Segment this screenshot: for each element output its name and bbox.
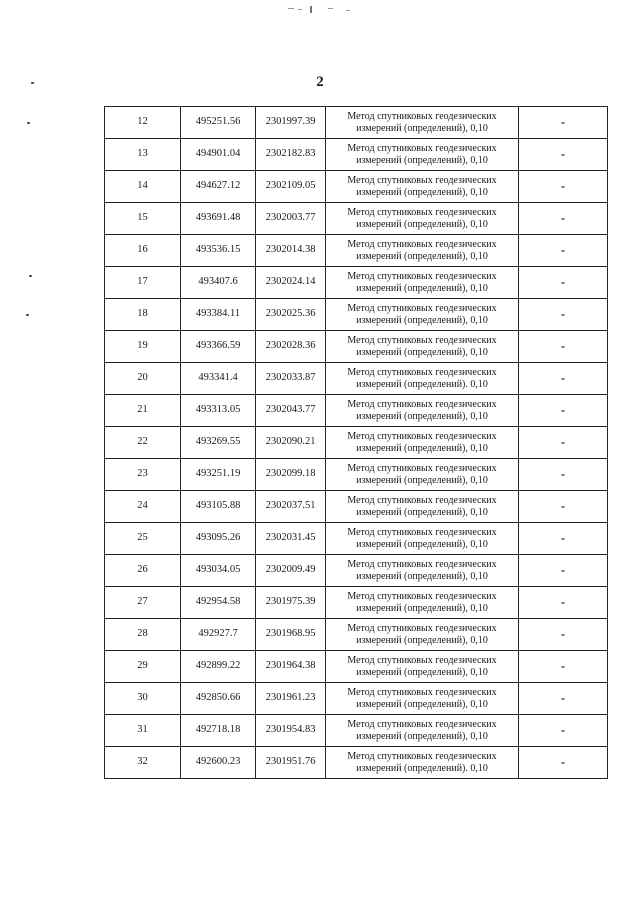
- method-text-line: измерений (определений), 0,10: [356, 154, 488, 166]
- point-number-cell: 18: [105, 299, 181, 331]
- table-row: [105, 171, 608, 203]
- point-number-cell: 14: [105, 171, 181, 203]
- x-coordinate-cell: 495251.56: [181, 107, 256, 139]
- x-coordinate-cell: 493105.88: [181, 491, 256, 523]
- table-row: [105, 683, 608, 715]
- method-cell: [326, 747, 519, 779]
- dash-cell: -: [519, 715, 608, 747]
- x-coordinate-cell: 493341.4: [181, 363, 256, 395]
- method-text-line: измерений (определений), 0,10: [356, 730, 488, 742]
- table-row: [105, 555, 608, 587]
- method-cell: [326, 267, 519, 299]
- method-text-line: измерений (определений), 0,10: [356, 698, 488, 710]
- method-text-line: измерений (определений), 0,10: [356, 410, 488, 422]
- point-number-cell: 26: [105, 555, 181, 587]
- method-text-line: Метод спутниковых геодезических: [347, 686, 497, 698]
- x-coordinate-cell: 493269.55: [181, 427, 256, 459]
- table-row: [105, 459, 608, 491]
- scan-artifact: [29, 275, 32, 277]
- point-number-cell: 32: [105, 747, 181, 779]
- y-coordinate-cell: 2301968.95: [256, 619, 326, 651]
- table-row: [105, 523, 608, 555]
- method-cell: [326, 555, 519, 587]
- method-text-line: Метод спутниковых геодезических: [347, 366, 497, 378]
- dash-cell: -: [519, 651, 608, 683]
- dash-cell: -: [519, 107, 608, 139]
- method-text-line: измерений (определений), 0,10: [356, 506, 488, 518]
- dash-cell: -: [519, 331, 608, 363]
- point-number-cell: 31: [105, 715, 181, 747]
- table-row: [105, 395, 608, 427]
- table-row: [105, 299, 608, 331]
- table-row: [105, 491, 608, 523]
- method-text-line: Метод спутниковых геодезических: [347, 174, 497, 186]
- method-text-line: измерений (определений), 0,10: [356, 314, 488, 326]
- y-coordinate-cell: 2302182.83: [256, 139, 326, 171]
- table-row: [105, 139, 608, 171]
- y-coordinate-cell: 2302099.18: [256, 459, 326, 491]
- dash-cell: -: [519, 459, 608, 491]
- point-number-cell: 19: [105, 331, 181, 363]
- x-coordinate-cell: 493366.59: [181, 331, 256, 363]
- method-text-line: измерений (определений). 0,10: [356, 378, 488, 390]
- dash-cell: -: [519, 587, 608, 619]
- method-cell: [326, 107, 519, 139]
- dash-cell: -: [519, 235, 608, 267]
- table-row: [105, 331, 608, 363]
- method-text-line: измерений (определений), 0,10: [356, 442, 488, 454]
- method-cell: [326, 139, 519, 171]
- method-cell: [326, 395, 519, 427]
- x-coordinate-cell: 493407.6: [181, 267, 256, 299]
- dash-cell: -: [519, 555, 608, 587]
- point-number-cell: 16: [105, 235, 181, 267]
- x-coordinate-cell: 492927.7: [181, 619, 256, 651]
- point-number-cell: 13: [105, 139, 181, 171]
- method-cell: [326, 491, 519, 523]
- method-cell: [326, 459, 519, 491]
- scan-artifact: [27, 122, 30, 124]
- x-coordinate-cell: 492850.66: [181, 683, 256, 715]
- y-coordinate-cell: 2302024.14: [256, 267, 326, 299]
- table-row: [105, 619, 608, 651]
- x-coordinate-cell: 493251.19: [181, 459, 256, 491]
- y-coordinate-cell: 2301961.23: [256, 683, 326, 715]
- table-row: [105, 747, 608, 779]
- point-number-cell: 29: [105, 651, 181, 683]
- point-number-cell: 24: [105, 491, 181, 523]
- point-number-cell: 28: [105, 619, 181, 651]
- method-text-line: Метод спутниковых геодезических: [347, 622, 497, 634]
- method-text-line: Метод спутниковых геодезических: [347, 526, 497, 538]
- point-number-cell: 17: [105, 267, 181, 299]
- x-coordinate-cell: 492954.58: [181, 587, 256, 619]
- method-text-line: измерений (определений), 0,10: [356, 666, 488, 678]
- method-text-line: измерений (определений), 0,10: [356, 474, 488, 486]
- dash-cell: -: [519, 683, 608, 715]
- method-text-line: Метод спутниковых геодезических: [347, 142, 497, 154]
- method-text-line: измерений (определений), 0,10: [356, 346, 488, 358]
- y-coordinate-cell: 2302033.87: [256, 363, 326, 395]
- x-coordinate-cell: 493384.11: [181, 299, 256, 331]
- point-number-cell: 21: [105, 395, 181, 427]
- y-coordinate-cell: 2302003.77: [256, 203, 326, 235]
- dash-cell: -: [519, 523, 608, 555]
- method-cell: [326, 427, 519, 459]
- coordinates-table: [104, 106, 608, 779]
- y-coordinate-cell: 2302025.36: [256, 299, 326, 331]
- method-text-line: Метод спутниковых геодезических: [347, 750, 497, 762]
- table-row: [105, 203, 608, 235]
- table-row: [105, 427, 608, 459]
- method-text-line: измерений (определений), 0,10: [356, 538, 488, 550]
- dash-cell: -: [519, 139, 608, 171]
- method-cell: [326, 203, 519, 235]
- y-coordinate-cell: 2302043.77: [256, 395, 326, 427]
- dash-cell: -: [519, 491, 608, 523]
- y-coordinate-cell: 2302090.21: [256, 427, 326, 459]
- method-text-line: измерений (определений), 0,10: [356, 570, 488, 582]
- y-coordinate-cell: 2301954.83: [256, 715, 326, 747]
- method-text-line: Метод спутниковых геодезических: [347, 558, 497, 570]
- method-text-line: Метод спутниковых геодезических: [347, 398, 497, 410]
- x-coordinate-cell: 493313.05: [181, 395, 256, 427]
- y-coordinate-cell: 2302031.45: [256, 523, 326, 555]
- point-number-cell: 27: [105, 587, 181, 619]
- y-coordinate-cell: 2302014.38: [256, 235, 326, 267]
- point-number-cell: 25: [105, 523, 181, 555]
- x-coordinate-cell: 492600.23: [181, 747, 256, 779]
- method-text-line: Метод спутниковых геодезических: [347, 238, 497, 250]
- method-text-line: Метод спутниковых геодезических: [347, 270, 497, 282]
- point-number-cell: 23: [105, 459, 181, 491]
- method-text-line: измерений (определений), 0,10: [356, 186, 488, 198]
- y-coordinate-cell: 2301975.39: [256, 587, 326, 619]
- point-number-cell: 30: [105, 683, 181, 715]
- table-row: [105, 363, 608, 395]
- dash-cell: -: [519, 171, 608, 203]
- method-cell: [326, 619, 519, 651]
- method-text-line: измерений (определений), 0,10: [356, 634, 488, 646]
- y-coordinate-cell: 2301964.38: [256, 651, 326, 683]
- x-coordinate-cell: 494901.04: [181, 139, 256, 171]
- method-text-line: Метод спутниковых геодезических: [347, 718, 497, 730]
- table-row: [105, 651, 608, 683]
- method-cell: [326, 235, 519, 267]
- x-coordinate-cell: 493536.15: [181, 235, 256, 267]
- method-cell: [326, 171, 519, 203]
- dash-cell: -: [519, 267, 608, 299]
- method-text-line: Метод спутниковых геодезических: [347, 462, 497, 474]
- method-text-line: Метод спутниковых геодезических: [347, 654, 497, 666]
- method-text-line: Метод спутниковых геодезических: [347, 302, 497, 314]
- method-cell: [326, 299, 519, 331]
- point-number-cell: 22: [105, 427, 181, 459]
- y-coordinate-cell: 2301997.39: [256, 107, 326, 139]
- dash-cell: -: [519, 619, 608, 651]
- x-coordinate-cell: 492718.18: [181, 715, 256, 747]
- x-coordinate-cell: 492899.22: [181, 651, 256, 683]
- dash-cell: -: [519, 203, 608, 235]
- x-coordinate-cell: 494627.12: [181, 171, 256, 203]
- method-text-line: Метод спутниковых геодезических: [347, 590, 497, 602]
- table-row: [105, 715, 608, 747]
- table-row: [105, 107, 608, 139]
- method-cell: [326, 523, 519, 555]
- y-coordinate-cell: 2302028.36: [256, 331, 326, 363]
- method-text-line: Метод спутниковых геодезических: [347, 206, 497, 218]
- y-coordinate-cell: 2301951.76: [256, 747, 326, 779]
- method-cell: [326, 363, 519, 395]
- dash-cell: -: [519, 747, 608, 779]
- scan-artifact: [26, 314, 29, 316]
- y-coordinate-cell: 2302109.05: [256, 171, 326, 203]
- page-number: 2: [316, 74, 324, 90]
- x-coordinate-cell: 493034.05: [181, 555, 256, 587]
- scan-artifact: [288, 4, 358, 14]
- method-cell: [326, 331, 519, 363]
- y-coordinate-cell: 2302009.49: [256, 555, 326, 587]
- table-row: [105, 267, 608, 299]
- method-text-line: измерений (определений), 0,10: [356, 602, 488, 614]
- method-cell: [326, 651, 519, 683]
- y-coordinate-cell: 2302037.51: [256, 491, 326, 523]
- method-text-line: измерений (определений), 0,10: [356, 282, 488, 294]
- table-row: [105, 587, 608, 619]
- method-text-line: Метод спутниковых геодезических: [347, 430, 497, 442]
- point-number-cell: 12: [105, 107, 181, 139]
- method-text-line: Метод спутниковых геодезических: [347, 110, 497, 122]
- dash-cell: -: [519, 427, 608, 459]
- method-cell: [326, 683, 519, 715]
- x-coordinate-cell: 493691.48: [181, 203, 256, 235]
- x-coordinate-cell: 493095.26: [181, 523, 256, 555]
- method-text-line: Метод спутниковых геодезических: [347, 494, 497, 506]
- dash-cell: -: [519, 363, 608, 395]
- method-text-line: Метод спутниковых геодезических: [347, 334, 497, 346]
- dash-cell: -: [519, 299, 608, 331]
- method-cell: [326, 715, 519, 747]
- point-number-cell: 15: [105, 203, 181, 235]
- method-text-line: измерений (определений), 0,10: [356, 250, 488, 262]
- method-cell: [326, 587, 519, 619]
- method-text-line: измерений (определений), 0,10: [356, 218, 488, 230]
- dash-cell: -: [519, 395, 608, 427]
- method-text-line: измерений (определений), 0,10: [356, 122, 488, 134]
- table-row: [105, 235, 608, 267]
- method-text-line: измерений (определений). 0,10: [356, 762, 488, 774]
- point-number-cell: 20: [105, 363, 181, 395]
